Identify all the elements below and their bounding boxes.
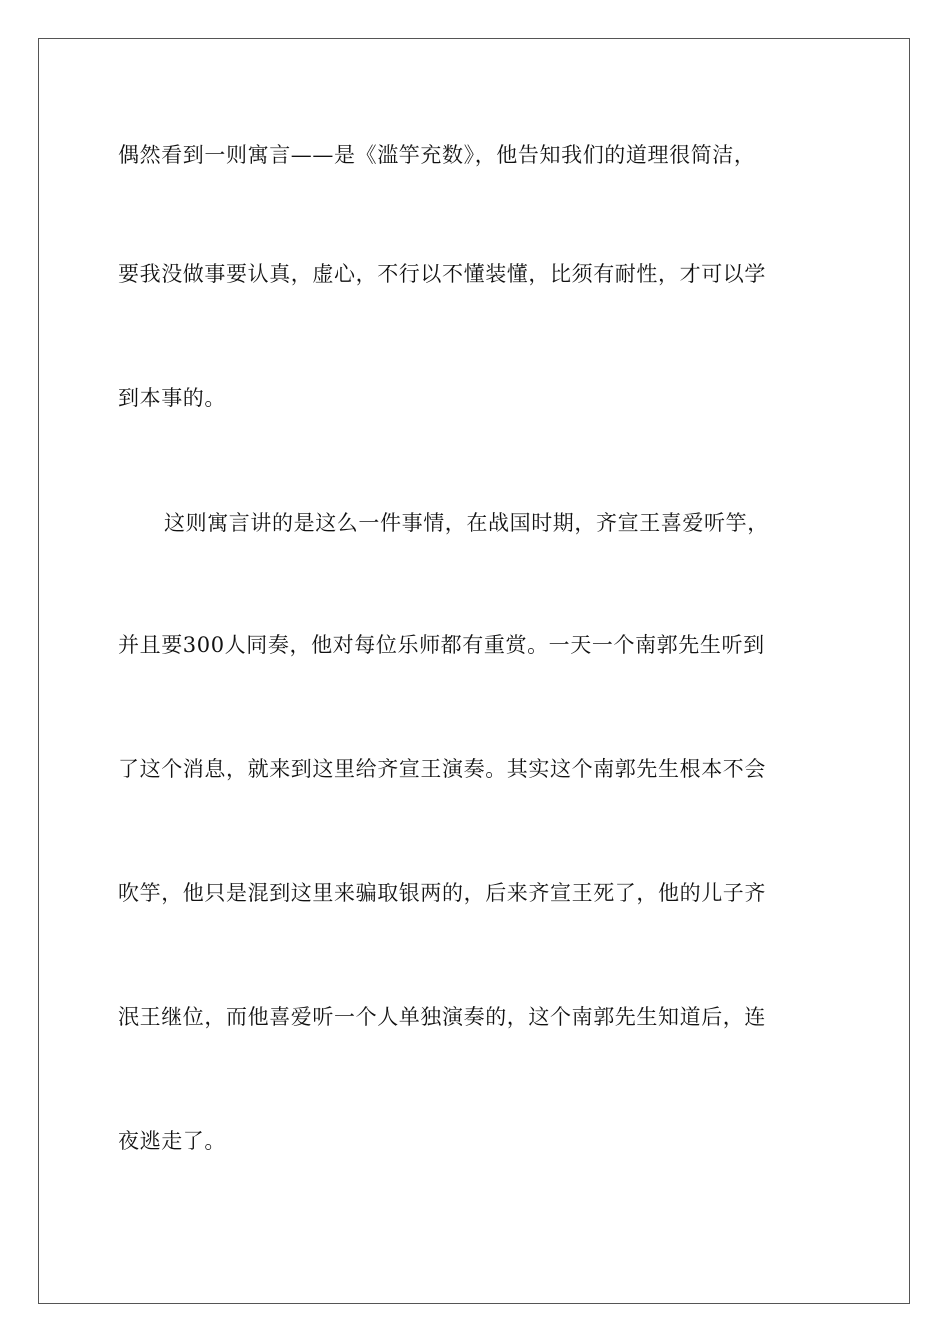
text-line: 吹竽，他只是混到这里来骗取银两的，后来齐宣王死了，他的儿子齐 — [118, 881, 766, 905]
text-line: 了这个消息，就来到这里给齐宣王演奏。其实这个南郭先生根本不会 — [118, 757, 766, 781]
text-line: 泯王继位，而他喜爱听一个人单独演奏的，这个南郭先生知道后，连 — [118, 1005, 766, 1029]
text-line: 要我没做事要认真，虚心，不行以不懂装懂，比须有耐性，才可以学 — [118, 262, 766, 286]
text-line: 这则寓言讲的是这么一件事情，在战国时期，齐宣王喜爱听竽， — [164, 511, 769, 535]
page-border — [38, 38, 910, 1304]
text-line: 并且要300人同奏，他对每位乐师都有重赏。一天一个南郭先生听到 — [118, 633, 765, 657]
text-line: 到本事的。 — [118, 386, 226, 410]
text-line: 偶然看到一则寓言——是《滥竽充数》，他告知我们的道理很简洁， — [118, 143, 756, 167]
text-line: 夜逃走了。 — [118, 1129, 226, 1153]
